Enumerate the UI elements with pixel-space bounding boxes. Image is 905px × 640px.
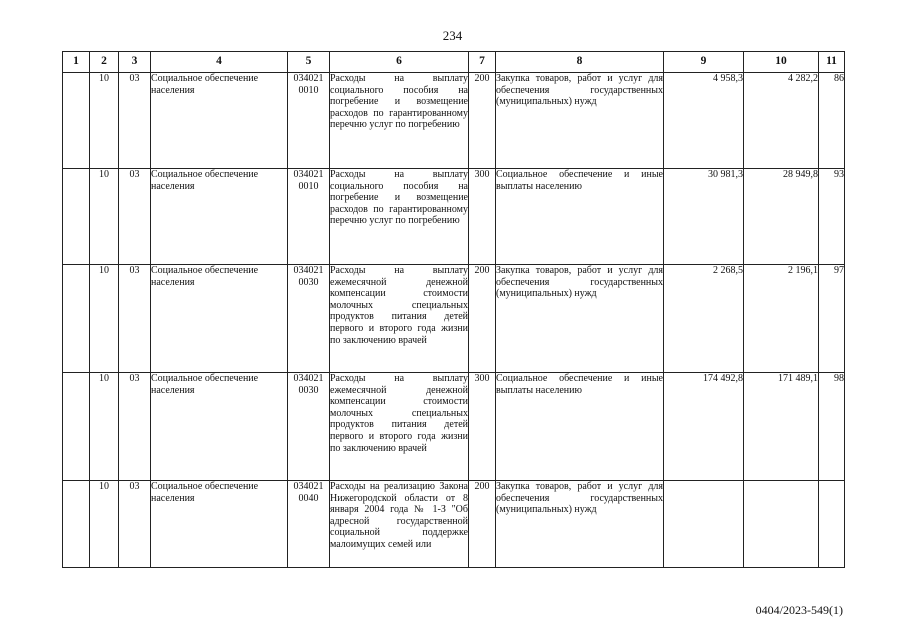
header-cell-9: 9 (664, 52, 744, 73)
budget-table (62, 51, 845, 568)
cell-target-code: 034021 0010 (288, 169, 330, 265)
header-cell-2: 2 (90, 52, 119, 73)
page-number: 234 (442, 28, 463, 43)
cell-expense-type: 200 (469, 481, 496, 568)
cell-expense-type: 200 (469, 265, 496, 373)
cell-expense-name: Расходы на реализацию Закона Нижегородской области от 8 января 2004 года № 1-З "Об адресной государственной социальной поддержке малоимущих семей или (330, 481, 469, 568)
cell-subsection-name: Социальное обеспечение населения (151, 373, 288, 481)
header-cell-10: 10 (744, 52, 819, 73)
cell-subsection-name: Социальное обеспечение населения (151, 481, 288, 568)
table-row (63, 73, 845, 169)
cell-expense-name: Расходы на выплату ежемесячной денежной компенсации стоимости молочных специальных продуктов питания детей первого и второго года жизни по заключению врачей (330, 265, 469, 373)
cell-target-code: 034021 0030 (288, 373, 330, 481)
cell-col1 (63, 481, 90, 568)
cell-section: 10 (90, 373, 119, 481)
header-cell-6: 6 (330, 52, 469, 73)
cell-expense-type-name: Закупка товаров, работ и услуг для обеспечения государственных (муниципальных) нужд (496, 481, 664, 568)
table-row (63, 481, 845, 568)
cell-expense-name: Расходы на выплату социального пособия на погребение и возмещение расходов по гарантированному перечню услуг по погребению (330, 169, 469, 265)
cell-expense-type-name: Социальное обеспечение и иные выплаты населению (496, 169, 664, 265)
document-code: 0404/2023-549(1) (755, 603, 843, 617)
header-cell-7: 7 (469, 52, 496, 73)
cell-section: 10 (90, 169, 119, 265)
cell-plan: 4 958,3 (664, 73, 744, 169)
cell-expense-name: Расходы на выплату социального пособия на погребение и возмещение расходов по гарантированному перечню услуг по погребению (330, 73, 469, 169)
cell-subsection-name: Социальное обеспечение населения (151, 169, 288, 265)
cell-expense-type-name: Социальное обеспечение и иные выплаты населению (496, 373, 664, 481)
cell-subsection-name: Социальное обеспечение населения (151, 73, 288, 169)
cell-col1 (63, 373, 90, 481)
cell-subsection: 03 (119, 373, 151, 481)
cell-actual: 2 196,1 (744, 265, 819, 373)
cell-actual: 171 489,1 (744, 373, 819, 481)
cell-col1 (63, 73, 90, 169)
cell-expense-type-name: Закупка товаров, работ и услуг для обеспечения государственных (муниципальных) нужд (496, 73, 664, 169)
cell-col1 (63, 265, 90, 373)
cell-percent: 98 (819, 373, 845, 481)
cell-target-code: 034021 0030 (288, 265, 330, 373)
cell-expense-type: 300 (469, 169, 496, 265)
cell-target-code: 034021 0010 (288, 73, 330, 169)
header-cell-5: 5 (288, 52, 330, 73)
cell-section: 10 (90, 73, 119, 169)
header-cell-11: 11 (819, 52, 845, 73)
cell-plan: 30 981,3 (664, 169, 744, 265)
cell-percent (819, 481, 845, 568)
cell-section: 10 (90, 265, 119, 373)
header-cell-3: 3 (119, 52, 151, 73)
cell-subsection: 03 (119, 73, 151, 169)
header-cell-1: 1 (63, 52, 90, 73)
cell-subsection: 03 (119, 169, 151, 265)
cell-subsection: 03 (119, 481, 151, 568)
cell-plan: 174 492,8 (664, 373, 744, 481)
cell-expense-type-name: Закупка товаров, работ и услуг для обеспечения государственных (муниципальных) нужд (496, 265, 664, 373)
header-cell-4: 4 (151, 52, 288, 73)
cell-target-code: 034021 0040 (288, 481, 330, 568)
cell-percent: 86 (819, 73, 845, 169)
cell-expense-type: 200 (469, 73, 496, 169)
cell-subsection-name: Социальное обеспечение населения (151, 265, 288, 373)
table-row (63, 265, 845, 373)
cell-plan: 2 268,5 (664, 265, 744, 373)
cell-expense-type: 300 (469, 373, 496, 481)
cell-actual (744, 481, 819, 568)
table-row (63, 373, 845, 481)
header-cell-8: 8 (496, 52, 664, 73)
cell-plan (664, 481, 744, 568)
cell-col1 (63, 169, 90, 265)
cell-section: 10 (90, 481, 119, 568)
cell-actual: 28 949,8 (744, 169, 819, 265)
table-row (63, 169, 845, 265)
cell-percent: 93 (819, 169, 845, 265)
cell-percent: 97 (819, 265, 845, 373)
cell-expense-name: Расходы на выплату ежемесячной денежной компенсации стоимости молочных специальных продуктов питания детей первого и второго года жизни по заключению врачей (330, 373, 469, 481)
cell-subsection: 03 (119, 265, 151, 373)
header-row (63, 52, 845, 73)
cell-actual: 4 282,2 (744, 73, 819, 169)
